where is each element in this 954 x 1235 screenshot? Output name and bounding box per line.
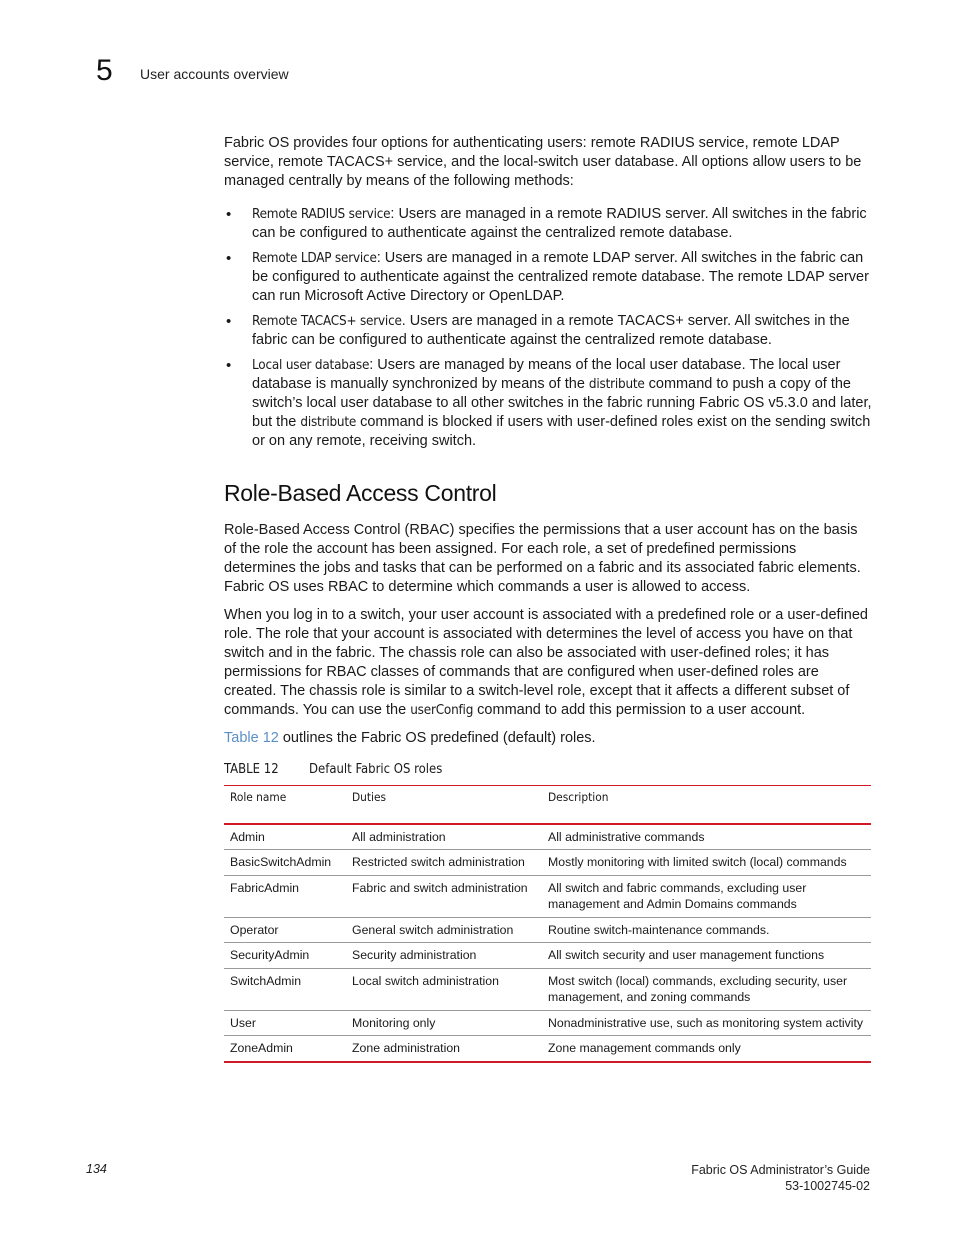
role-description: Routine switch-maintenance commands. bbox=[542, 917, 871, 943]
role-description: All switch and fabric commands, excluding user management and Admin Domains commands bbox=[542, 875, 871, 917]
role-duties: General switch administration bbox=[346, 917, 542, 943]
method-term: Remote RADIUS service bbox=[252, 207, 391, 222]
method-term: Remote TACACS+ service bbox=[252, 314, 402, 329]
table-number: TABLE 12 bbox=[224, 762, 279, 777]
table-reference: Table 12 outlines the Fabric OS predefined (default) roles. bbox=[224, 730, 596, 746]
bullet-icon: • bbox=[226, 250, 232, 267]
method-term: Remote LDAP service bbox=[252, 251, 377, 266]
table-header-row bbox=[224, 786, 871, 824]
role-name: BasicSwitchAdmin bbox=[224, 850, 346, 876]
header-role-name: Role name bbox=[230, 790, 287, 804]
role-name: User bbox=[224, 1010, 346, 1036]
footer-doc-info bbox=[691, 1162, 870, 1194]
role-name: Operator bbox=[224, 917, 346, 943]
role-name: FabricAdmin bbox=[224, 875, 346, 917]
role-paragraph: When you log in to a switch, your user account is associated with a predefined role or a user-defined role. The role that your account is associated with determines the level of access you have on that switch and in the fabric. The chassis role can also be associated with user-defined roles; it has permissions for RBAC classes of commands that are configured when user-defined roles are created. The chassis role is similar to a switch-level role, except that it affects a different subset of commands. You can use the userConfig command to add this permission to a user account. bbox=[224, 607, 868, 718]
table-12-link[interactable]: Table 12 bbox=[224, 730, 279, 746]
header-duties: Duties bbox=[352, 790, 387, 804]
table-title: Default Fabric OS roles bbox=[309, 762, 443, 777]
list-item: • Remote LDAP service: Users are managed in a remote LDAP server. All switches in the fabric can be configured to authenticate against the centralized remote database. The remote LDAP server can run Microsoft Active Directory or OpenLDAP. bbox=[226, 250, 869, 304]
list-item: • Local user database: Users are managed by means of the local user database. The local user database is manually synchronized by means of the distribute command to push a copy of the switch’s local user database to all other switches in the fabric running Fabric OS v5.3.0 and later, but the distribute command is blocked if users with user-defined roles exist on the sending switch or on any remote, receiving switch. bbox=[226, 357, 872, 449]
table-row bbox=[224, 917, 871, 943]
role-name: SecurityAdmin bbox=[224, 943, 346, 969]
role-duties: All administration bbox=[346, 824, 542, 850]
method-text: Users are managed in a remote TACACS+ server. All switches in the fabric can be configured to authenticate against the centralized remote database. bbox=[252, 313, 850, 348]
table-caption bbox=[224, 760, 872, 779]
page-number: 134 bbox=[86, 1162, 107, 1176]
command-userconfig: userConfig bbox=[410, 703, 474, 718]
command-distribute: distribute bbox=[300, 415, 357, 430]
bullet-icon: • bbox=[226, 206, 232, 223]
role-name: SwitchAdmin bbox=[224, 968, 346, 1010]
table-row bbox=[224, 850, 871, 876]
method-term: Local user database bbox=[252, 358, 370, 373]
role-description: All switch security and user management functions bbox=[542, 943, 871, 969]
method-text: Users are managed in a remote RADIUS server. All switches in the fabric can be configured to authenticate against the centralized remote database. bbox=[252, 206, 867, 241]
role-duties: Fabric and switch administration bbox=[346, 875, 542, 917]
list-item: • Remote RADIUS service: Users are managed in a remote RADIUS server. All switches in the fabric can be configured to authenticate against the centralized remote database. bbox=[226, 206, 867, 241]
table-row bbox=[224, 968, 871, 1010]
chapter-number: 5 bbox=[96, 54, 113, 87]
role-name: Admin bbox=[224, 824, 346, 850]
role-description: Mostly monitoring with limited switch (local) commands bbox=[542, 850, 871, 876]
auth-methods-list bbox=[224, 205, 872, 451]
list-item: • Remote TACACS+ service. Users are managed in a remote TACACS+ server. All switches in the fabric can be configured to authenticate against the centralized remote database. bbox=[226, 313, 850, 348]
intro-paragraph: Fabric OS provides four options for authenticating users: remote RADIUS service, remote LDAP service, remote TACACS+ service, and the local-switch user database. All options allow users to be managed centrally by means of the following methods: bbox=[224, 135, 862, 189]
doc-number: 53-1002745-02 bbox=[785, 1179, 870, 1193]
section-heading: Role-Based Access Control bbox=[224, 480, 497, 506]
method-text: Users are managed in a remote LDAP server. All switches in the fabric can be configured to authenticate against the centralized remote database. The remote LDAP server can run Microsoft Active Directory or OpenLDAP. bbox=[252, 250, 869, 304]
bullet-icon: • bbox=[226, 357, 232, 374]
roles-table bbox=[224, 785, 871, 1063]
role-duties: Zone administration bbox=[346, 1036, 542, 1062]
role-duties: Restricted switch administration bbox=[346, 850, 542, 876]
table-row bbox=[224, 943, 871, 969]
guide-title: Fabric OS Administrator’s Guide bbox=[691, 1163, 870, 1177]
table-row bbox=[224, 1010, 871, 1036]
table-row bbox=[224, 875, 871, 917]
role-description: Most switch (local) commands, excluding security, user management, and zoning commands bbox=[542, 968, 871, 1010]
table-row bbox=[224, 824, 871, 850]
page-content bbox=[224, 134, 872, 1063]
rbac-paragraph: Role-Based Access Control (RBAC) specifies the permissions that a user account has on the basis of the role the account has been assigned. For each role, a set of predefined permissions determines the jobs and tasks that can be performed on a fabric and its associated fabric elements. Fabric OS uses RBAC to determine which commands a user is allowed to access. bbox=[224, 522, 861, 595]
chapter-title: User accounts overview bbox=[140, 66, 289, 82]
role-name: ZoneAdmin bbox=[224, 1036, 346, 1062]
role-duties: Local switch administration bbox=[346, 968, 542, 1010]
role-duties: Security administration bbox=[346, 943, 542, 969]
role-description: Nonadministrative use, such as monitoring system activity bbox=[542, 1010, 871, 1036]
table-row bbox=[224, 1036, 871, 1062]
role-description: All administrative commands bbox=[542, 824, 871, 850]
role-duties: Monitoring only bbox=[346, 1010, 542, 1036]
role-description: Zone management commands only bbox=[542, 1036, 871, 1062]
command-distribute: distribute bbox=[588, 377, 645, 392]
bullet-icon: • bbox=[226, 313, 232, 330]
header-description: Description bbox=[548, 790, 609, 804]
